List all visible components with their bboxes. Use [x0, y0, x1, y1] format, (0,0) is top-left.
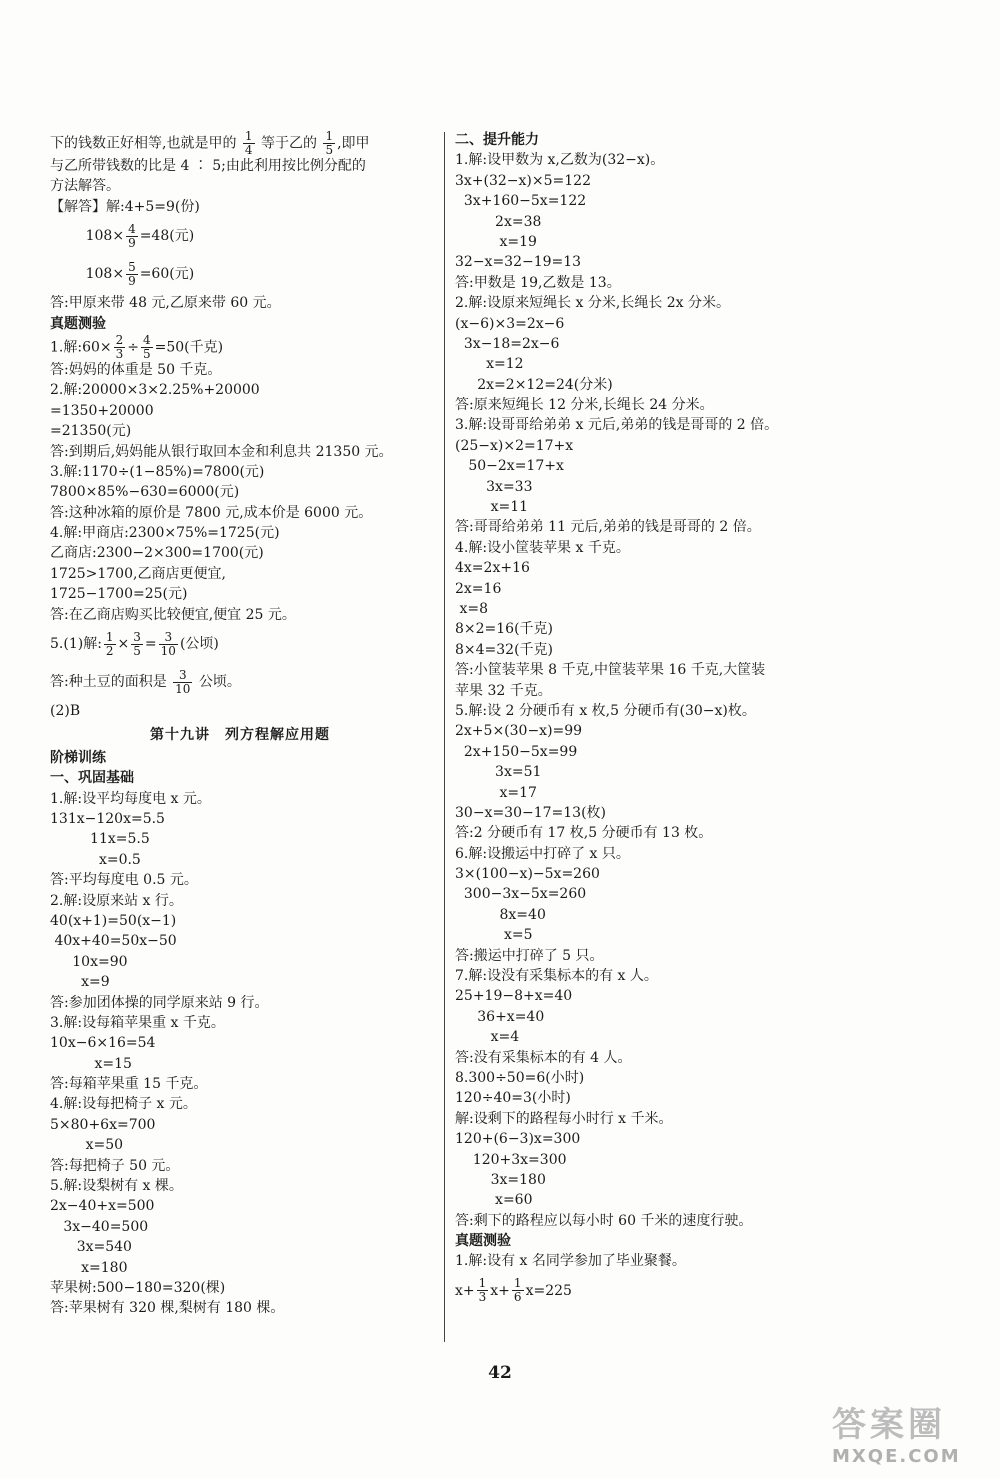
text-segment: 阶梯训练: [50, 749, 106, 766]
text-line: [50, 421, 430, 441]
text-segment: 3×(100−x)−5x=260: [455, 866, 600, 883]
text-line: [455, 844, 845, 864]
column-divider: [444, 132, 445, 1342]
subheading: [455, 1231, 845, 1251]
text-line: [50, 625, 430, 663]
text-segment: 25+19−8+x=40: [455, 988, 573, 1005]
text-segment: 3x+(32−x)×5=122: [455, 172, 591, 189]
fraction-numerator: 1: [105, 629, 114, 644]
text-segment: x=11: [455, 499, 529, 516]
text-line: [455, 1150, 845, 1170]
text-line: [455, 395, 845, 415]
text-line: [50, 1013, 430, 1033]
text-segment: 答:种土豆的面积是: [50, 674, 172, 691]
text-segment: ×: [117, 636, 130, 653]
text-line: [455, 1272, 845, 1310]
text-segment: 2.解:设原来站 x 行。: [50, 892, 183, 909]
text-line: [50, 176, 430, 196]
fraction-denominator: 3: [115, 346, 124, 361]
text-segment: 3x+160−5x=122: [455, 193, 587, 210]
text-segment: 4.解:甲商店:2300×75%=1725(元): [50, 525, 280, 542]
subheading: [50, 768, 430, 788]
text-line: [455, 538, 845, 558]
subheading: [50, 314, 430, 334]
text-segment: 答:苹果树有 320 棵,梨树有 180 棵。: [50, 1300, 285, 1317]
text-segment: 30−x=30−17=13(枚): [455, 804, 606, 821]
fraction: [512, 1277, 524, 1304]
text-segment: 108×: [50, 266, 125, 283]
text-segment: x=8: [455, 600, 488, 617]
text-segment: 1725>1700,乙商店更便宜,: [50, 565, 226, 582]
text-segment: 108×: [50, 228, 125, 245]
text-segment: x=5: [455, 927, 533, 944]
fraction-denominator: 6: [513, 1290, 522, 1305]
text-line: [50, 1237, 430, 1257]
text-segment: 5.解:设梨树有 x 棵。: [50, 1178, 183, 1195]
text-line: [455, 232, 845, 252]
fraction-denominator: 4: [244, 143, 253, 157]
text-segment: 二、提升能力: [455, 132, 539, 148]
text-segment: 8x=40: [455, 906, 546, 923]
text-segment: (公顷): [179, 636, 219, 653]
text-segment: x=19: [455, 233, 537, 250]
text-line: [50, 156, 430, 176]
text-segment: 5.解:设 2 分硬币有 x 枚,5 分硬币有(30−x)枚。: [455, 702, 756, 719]
text-segment: 40x+40=50x−50: [50, 933, 177, 950]
text-segment: 2.解:20000×3×2.25%+20000: [50, 382, 260, 399]
fraction-denominator: 9: [128, 273, 136, 288]
text-line: [455, 1170, 845, 1190]
text-segment: x=0.5: [50, 851, 141, 868]
text-line: [455, 517, 845, 537]
text-segment: 等于乙的: [256, 135, 322, 152]
text-line: [50, 360, 430, 380]
text-line: [50, 584, 430, 604]
text-segment: 10x−6×16=54: [50, 1035, 156, 1052]
text-line: [50, 1074, 430, 1094]
fraction: [141, 334, 153, 361]
fraction: [104, 631, 116, 658]
text-line: [455, 823, 845, 843]
text-segment: 4.解:设小筐装苹果 x 千克。: [455, 539, 630, 556]
text-line: [50, 829, 430, 849]
subheading: [455, 130, 845, 150]
text-line: [50, 1033, 430, 1053]
text-line: [50, 1258, 430, 1278]
text-line: [50, 1156, 430, 1176]
text-line: [50, 462, 430, 482]
text-line: [50, 701, 430, 721]
fraction-numerator: 1: [478, 1276, 487, 1291]
fraction: [243, 130, 255, 157]
text-segment: 答:2 分硬币有 17 枚,5 分硬币有 13 枚。: [455, 825, 713, 842]
text-segment: x=15: [50, 1055, 132, 1072]
text-line: [50, 809, 430, 829]
fraction: [477, 1277, 489, 1304]
text-line: [50, 1176, 430, 1196]
text-segment: x=4: [455, 1029, 520, 1046]
text-line: [455, 1007, 845, 1027]
watermark-title: 答案圈: [832, 1405, 946, 1445]
text-line: [455, 314, 845, 334]
text-line: [455, 1251, 845, 1271]
text-line: [455, 171, 845, 191]
text-line: [455, 497, 845, 517]
text-line: [455, 986, 845, 1006]
text-line: [455, 436, 845, 456]
text-segment: 1.解:设平均每度电 x 元。: [50, 790, 211, 807]
text-segment: x=17: [455, 784, 537, 801]
text-segment: 5×80+6x=700: [50, 1116, 156, 1133]
text-line: [50, 1135, 430, 1155]
text-segment: x+: [455, 1282, 475, 1299]
text-line: [50, 870, 430, 890]
fraction-numerator: 4: [128, 221, 136, 236]
text-segment: (x−6)×3=2x−6: [455, 315, 565, 332]
left-column: [50, 130, 430, 1319]
text-line: [455, 640, 845, 660]
text-segment: 答:在乙商店购买比较便宜,便宜 25 元。: [50, 606, 296, 623]
text-line: [455, 456, 845, 476]
fraction-denominator: 2: [105, 643, 114, 658]
text-line: [455, 415, 845, 435]
text-segment: 2x=16: [455, 580, 502, 597]
text-segment: 4.解:设每把椅子 x 元。: [50, 1096, 197, 1113]
text-line: [455, 1211, 845, 1231]
text-segment: 答:到期后,妈妈能从银行取回本金和利息共 21350 元。: [50, 443, 393, 460]
text-line: [455, 681, 845, 701]
fraction-denominator: 10: [175, 681, 191, 696]
text-line: [455, 273, 845, 293]
text-line: [50, 789, 430, 809]
text-segment: 1.解:设甲数为 x,乙数为(32−x)。: [455, 152, 665, 169]
text-line: [455, 1027, 845, 1047]
fraction: [126, 223, 138, 250]
text-line: [50, 911, 430, 931]
text-segment: 120+3x=300: [455, 1151, 567, 1168]
text-line: [455, 966, 845, 986]
fraction-denominator: 5: [325, 143, 334, 157]
text-segment: =48(元): [139, 228, 195, 245]
text-line: [455, 1068, 845, 1088]
text-line: [50, 1094, 430, 1114]
text-segment: 50−2x=17+x: [455, 458, 564, 475]
fraction-numerator: 5: [128, 259, 136, 274]
text-segment: 7800×85%−630=6000(元): [50, 484, 240, 501]
text-line: [455, 803, 845, 823]
text-segment: x=9: [50, 974, 110, 991]
section-heading: [50, 725, 430, 745]
watermark-url: MXQE.COM: [832, 1446, 961, 1467]
text-segment: 第十九讲 列方程解应用题: [150, 727, 330, 744]
fraction: [131, 631, 143, 658]
text-segment: 3.解:设哥哥给弟弟 x 元后,弟弟的钱是哥哥的 2 倍。: [455, 417, 779, 434]
text-line: [455, 619, 845, 639]
text-segment: 答:搬运中打碎了 5 只。: [455, 947, 604, 964]
text-line: [50, 130, 430, 156]
text-line: [50, 255, 430, 293]
text-segment: 答:哥哥给弟弟 11 元后,弟弟的钱是哥哥的 2 倍。: [455, 519, 761, 536]
text-segment: 答:每把椅子 50 元。: [50, 1157, 180, 1174]
text-segment: =50(千克): [154, 339, 224, 356]
text-segment: =: [144, 636, 157, 653]
fraction: [159, 631, 178, 658]
text-line: [50, 850, 430, 870]
text-segment: 答:这种冰箱的原价是 7800 元,成本价是 6000 元。: [50, 504, 373, 521]
text-segment: 4x=2x+16: [455, 560, 530, 577]
text-segment: 8.300÷50=6(小时): [455, 1069, 585, 1086]
text-line: [455, 946, 845, 966]
text-segment: 2x+5×(30−x)=99: [455, 723, 583, 740]
text-line: [50, 891, 430, 911]
text-segment: 答:原来短绳长 12 分米,长绳长 24 分米。: [455, 397, 714, 414]
text-segment: 答:剩下的路程应以每小时 60 千米的速度行驶。: [455, 1212, 753, 1229]
text-segment: 3.解:1170÷(1−85%)=7800(元): [50, 463, 265, 480]
text-segment: 3.解:设每箱苹果重 x 千克。: [50, 1014, 225, 1031]
fraction-numerator: 1: [325, 129, 334, 143]
fraction: [114, 334, 126, 361]
text-segment: 36+x=40: [455, 1008, 545, 1025]
text-segment: x=180: [50, 1259, 128, 1276]
text-line: [455, 783, 845, 803]
text-segment: 11x=5.5: [50, 831, 150, 848]
fraction-numerator: 3: [173, 669, 192, 683]
text-line: [50, 1196, 430, 1216]
text-segment: 40(x+1)=50(x−1): [50, 912, 177, 929]
text-segment: 3x=180: [455, 1171, 546, 1188]
text-segment: 3x−40=500: [50, 1218, 149, 1235]
fraction-denominator: 10: [160, 643, 176, 658]
text-line: [455, 1088, 845, 1108]
text-line: [455, 191, 845, 211]
watermark-logo: [832, 1397, 982, 1465]
text-line: [50, 334, 430, 360]
text-segment: =60(元): [139, 266, 195, 283]
text-line: [455, 150, 845, 170]
text-line: [50, 1217, 430, 1237]
text-line: [50, 1298, 430, 1318]
fraction-numerator: 1: [244, 129, 253, 143]
fraction-numerator: 2: [115, 332, 124, 347]
text-line: [455, 293, 845, 313]
text-segment: 苹果 32 千克。: [455, 682, 552, 699]
text-segment: 答:甲数是 19,乙数是 13。: [455, 274, 621, 291]
text-segment: 方法解答。: [50, 178, 120, 195]
fraction: [126, 261, 138, 288]
text-segment: 5.(1)解:: [50, 636, 102, 653]
text-segment: 答:每箱苹果重 15 千克。: [50, 1076, 208, 1093]
text-segment: 300−3x−5x=260: [455, 886, 587, 903]
text-line: [50, 442, 430, 462]
text-segment: 120÷40=3(小时): [455, 1090, 571, 1107]
text-line: [455, 660, 845, 680]
text-segment: 答:没有采集标本的有 4 人。: [455, 1049, 632, 1066]
text-line: [455, 354, 845, 374]
text-line: [455, 762, 845, 782]
text-segment: 答:小筐装苹果 8 千克,中筐装苹果 16 千克,大筐装: [455, 662, 766, 679]
subheading: [50, 748, 430, 768]
text-segment: 2x−40+x=500: [50, 1198, 155, 1215]
text-line: [50, 401, 430, 421]
text-segment: 答:妈妈的体重是 50 千克。: [50, 361, 222, 378]
text-line: [50, 523, 430, 543]
text-segment: 真题测验: [455, 1233, 511, 1250]
text-segment: x=60: [455, 1192, 533, 1209]
fraction-numerator: 4: [143, 332, 151, 347]
text-segment: 2x=2×12=24(分米): [455, 376, 613, 393]
page-number: 42: [488, 1363, 512, 1383]
text-line: [50, 1278, 430, 1298]
text-segment: 答:平均每度电 0.5 元。: [50, 872, 198, 889]
text-segment: 下的钱数正好相等,也就是甲的: [50, 135, 241, 152]
text-line: [50, 1054, 430, 1074]
text-segment: 8×4=32(千克): [455, 641, 554, 658]
text-segment: 3x=51: [455, 764, 542, 781]
text-segment: x+: [490, 1282, 510, 1299]
fraction-denominator: 3: [478, 1290, 487, 1305]
text-line: [455, 864, 845, 884]
text-segment: 公顷。: [194, 674, 241, 691]
text-line: [50, 197, 430, 217]
text-segment: 32−x=32−19=13: [455, 254, 582, 271]
text-segment: 解:设剩下的路程每小时行 x 千米。: [455, 1110, 673, 1127]
text-line: [455, 1129, 845, 1149]
fraction-numerator: 3: [159, 631, 178, 645]
text-segment: 真题测验: [50, 315, 106, 332]
text-line: [50, 564, 430, 584]
text-line: [50, 931, 430, 951]
text-line: [455, 212, 845, 232]
text-segment: 8×2=16(千克): [455, 621, 554, 638]
fraction: [323, 130, 335, 157]
text-line: [455, 1109, 845, 1129]
text-segment: 乙商店:2300−2×300=1700(元): [50, 545, 264, 562]
fraction-numerator: 3: [133, 629, 141, 644]
text-segment: x=50: [50, 1137, 124, 1154]
text-line: [50, 293, 430, 313]
text-segment: =1350+20000: [50, 402, 154, 419]
text-segment: 2x+150−5x=99: [455, 743, 578, 760]
text-segment: 6.解:设搬运中打碎了 x 只。: [455, 845, 630, 862]
text-segment: (2)B: [50, 703, 81, 720]
text-line: [455, 375, 845, 395]
text-line: [455, 721, 845, 741]
text-segment: x=225: [525, 1282, 572, 1299]
text-segment: 120+(6−3)x=300: [455, 1131, 581, 1148]
text-segment: 3x=33: [455, 478, 533, 495]
text-segment: ÷: [127, 339, 139, 356]
text-line: [455, 742, 845, 762]
text-segment: 1.解:60×: [50, 339, 112, 356]
text-line: [455, 1048, 845, 1068]
text-segment: 答:参加团体操的同学原来站 9 行。: [50, 994, 269, 1011]
text-segment: 2.解:设原来短绳长 x 分米,长绳长 2x 分米。: [455, 295, 731, 312]
text-line: [50, 217, 430, 255]
fraction-numerator: 1: [513, 1276, 522, 1291]
text-line: [455, 558, 845, 578]
text-segment: 7.解:设没有采集标本的有 x 人。: [455, 968, 658, 985]
text-line: [455, 905, 845, 925]
text-segment: 苹果树:500−180=320(棵): [50, 1279, 226, 1296]
text-segment: ,即甲: [337, 135, 370, 152]
right-column: [455, 130, 845, 1310]
text-segment: 3x−18=2x−6: [455, 335, 560, 352]
text-line: [50, 1115, 430, 1135]
text-line: [455, 884, 845, 904]
fraction-denominator: 9: [128, 235, 136, 250]
text-segment: 【解答】解:4+5=9(份): [50, 198, 200, 215]
text-line: [455, 334, 845, 354]
text-line: [455, 701, 845, 721]
text-segment: (25−x)×2=17+x: [455, 437, 574, 454]
text-line: [50, 993, 430, 1013]
text-line: [455, 477, 845, 497]
text-segment: 3x=540: [50, 1239, 132, 1256]
text-segment: 2x=38: [455, 213, 542, 230]
text-line: [455, 925, 845, 945]
text-line: [455, 252, 845, 272]
text-line: [50, 543, 430, 563]
text-segment: x=12: [455, 356, 524, 373]
text-segment: 131x−120x=5.5: [50, 810, 165, 827]
text-segment: 一、巩固基础: [50, 770, 134, 787]
text-line: [50, 972, 430, 992]
text-line: [50, 663, 430, 701]
text-segment: =21350(元): [50, 423, 132, 440]
text-line: [50, 503, 430, 523]
fraction: [173, 669, 192, 696]
text-line: [50, 482, 430, 502]
text-line: [50, 380, 430, 400]
text-segment: 答:甲原来带 48 元,乙原来带 60 元。: [50, 295, 281, 312]
text-segment: 与乙所带钱数的比是 4 ∶ 5;由此利用按比例分配的: [50, 158, 366, 174]
text-line: [50, 605, 430, 625]
text-segment: 10x=90: [50, 953, 128, 970]
text-line: [455, 599, 845, 619]
text-segment: 1.解:设有 x 名同学参加了毕业聚餐。: [455, 1253, 686, 1270]
text-line: [50, 952, 430, 972]
fraction-denominator: 5: [133, 643, 141, 658]
text-line: [455, 1190, 845, 1210]
text-line: [455, 579, 845, 599]
text-segment: 1725−1700=25(元): [50, 586, 188, 603]
fraction-denominator: 5: [143, 346, 151, 361]
